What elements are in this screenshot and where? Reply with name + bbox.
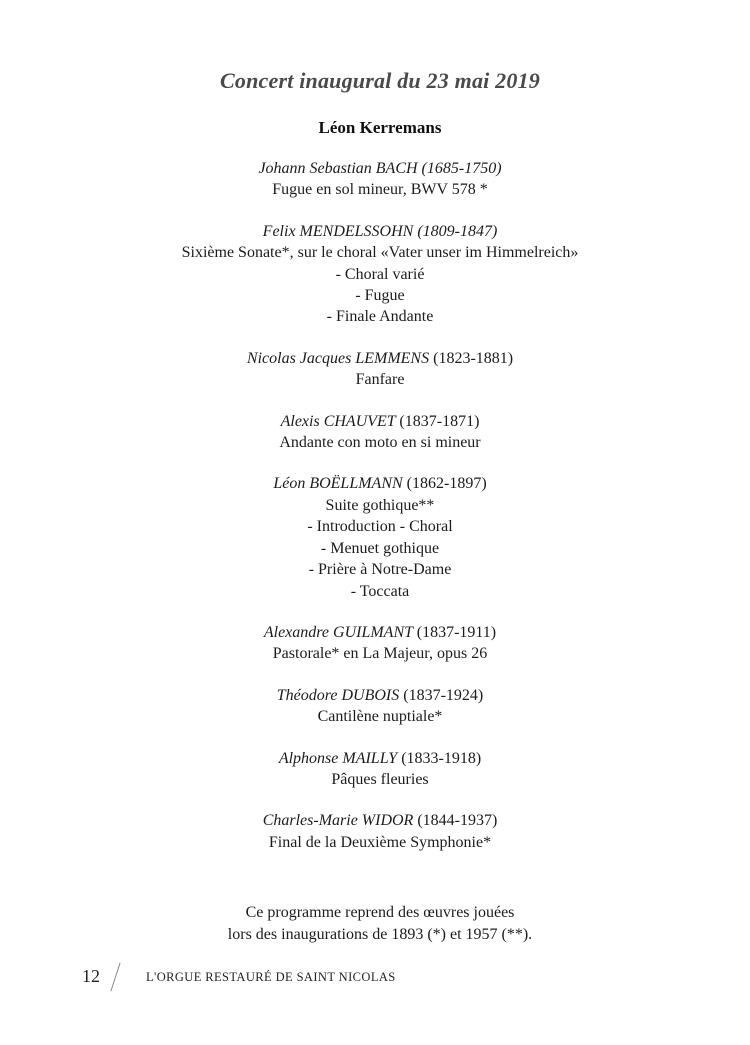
concert-title: Concert inaugural du 23 mai 2019 <box>220 68 540 93</box>
composer-name: Johann Sebastian BACH <box>258 160 418 177</box>
composer-dates: (1833-1918) <box>401 749 482 767</box>
program-entry <box>0 221 750 328</box>
work-title: Fanfare <box>355 371 405 389</box>
movement-line: - Prière à Notre-Dame <box>308 561 452 579</box>
performer-name: Léon Kerremans <box>318 118 442 137</box>
composer-name: Théodore DUBOIS <box>276 686 400 704</box>
composer-name: Léon BOËLLMANN <box>273 475 403 493</box>
work-title: Fugue en sol mineur, BWV 578 * <box>272 181 488 199</box>
composer-name: Alphonse MAILLY <box>278 749 398 767</box>
composer-dates: (1837-1871) <box>399 412 480 430</box>
composer-dates: (1837-1911) <box>416 623 497 641</box>
movement-line: - Toccata <box>350 582 410 600</box>
composer-name: Alexis CHAUVET <box>280 412 396 430</box>
movement-line: - Choral varié <box>335 265 425 283</box>
work-title: Pâques fleuries <box>331 770 429 788</box>
composer-dates: (1862-1897) <box>406 475 487 493</box>
composer-dates: (1837-1924) <box>403 686 484 704</box>
page-number: 12 <box>82 966 100 986</box>
program-entry <box>0 622 750 665</box>
composer-line <box>0 810 750 831</box>
program-entry <box>0 810 750 853</box>
work-title: Andante con moto en si mineur <box>279 434 481 452</box>
movement-line: - Menuet gothique <box>320 539 440 557</box>
running-title: L'ORGUE RESTAURÉ DE SAINT NICOLAS <box>146 970 396 984</box>
movement-line: - Introduction - Choral <box>307 518 453 536</box>
work-title: Final de la Deuxième Symphonie* <box>268 833 492 851</box>
composer-line <box>0 411 750 432</box>
composer-line <box>0 158 750 179</box>
note-line-2: lors des inaugurations de 1893 (*) et 1957 (**). <box>227 926 533 943</box>
composer-name: Alexandre GUILMANT <box>263 623 413 641</box>
program-entry <box>0 748 750 791</box>
composer-dates: (1685-1750) <box>421 160 502 177</box>
work-title: Sixième Sonate*, sur le choral «Vater unser im Himmelreich» <box>181 244 579 262</box>
composer-line <box>0 622 750 643</box>
composer-dates: (1844-1937) <box>417 812 498 830</box>
composer-name: Nicolas Jacques LEMMENS <box>246 349 430 367</box>
program-entry <box>0 158 750 201</box>
program-entry <box>0 685 750 728</box>
composer-line <box>0 221 750 242</box>
program-entry <box>0 473 750 601</box>
composer-name: Charles-Marie WIDOR <box>262 812 414 830</box>
composer-line <box>0 473 750 494</box>
composer-name: Felix MENDELSSOHN <box>262 222 414 240</box>
note-line-1: Ce programme reprend des œuvres jouées <box>245 904 515 921</box>
program-list <box>0 158 750 873</box>
program-entry <box>0 411 750 454</box>
composer-dates: (1823-1881) <box>433 349 514 367</box>
composer-line <box>0 685 750 706</box>
composer-dates: (1809-1847) <box>417 222 498 240</box>
composer-line <box>0 748 750 769</box>
footer-divider <box>110 963 120 992</box>
movement-line: - Fugue <box>355 287 405 305</box>
work-title: Pastorale* en La Majeur, opus 26 <box>272 645 488 663</box>
program-entry <box>0 348 750 391</box>
movement-line: - Finale Andante <box>326 308 434 326</box>
program-note <box>0 902 750 946</box>
work-title: Suite gothique** <box>325 496 435 514</box>
composer-line <box>0 348 750 369</box>
work-title: Cantilène nuptiale* <box>317 708 443 726</box>
